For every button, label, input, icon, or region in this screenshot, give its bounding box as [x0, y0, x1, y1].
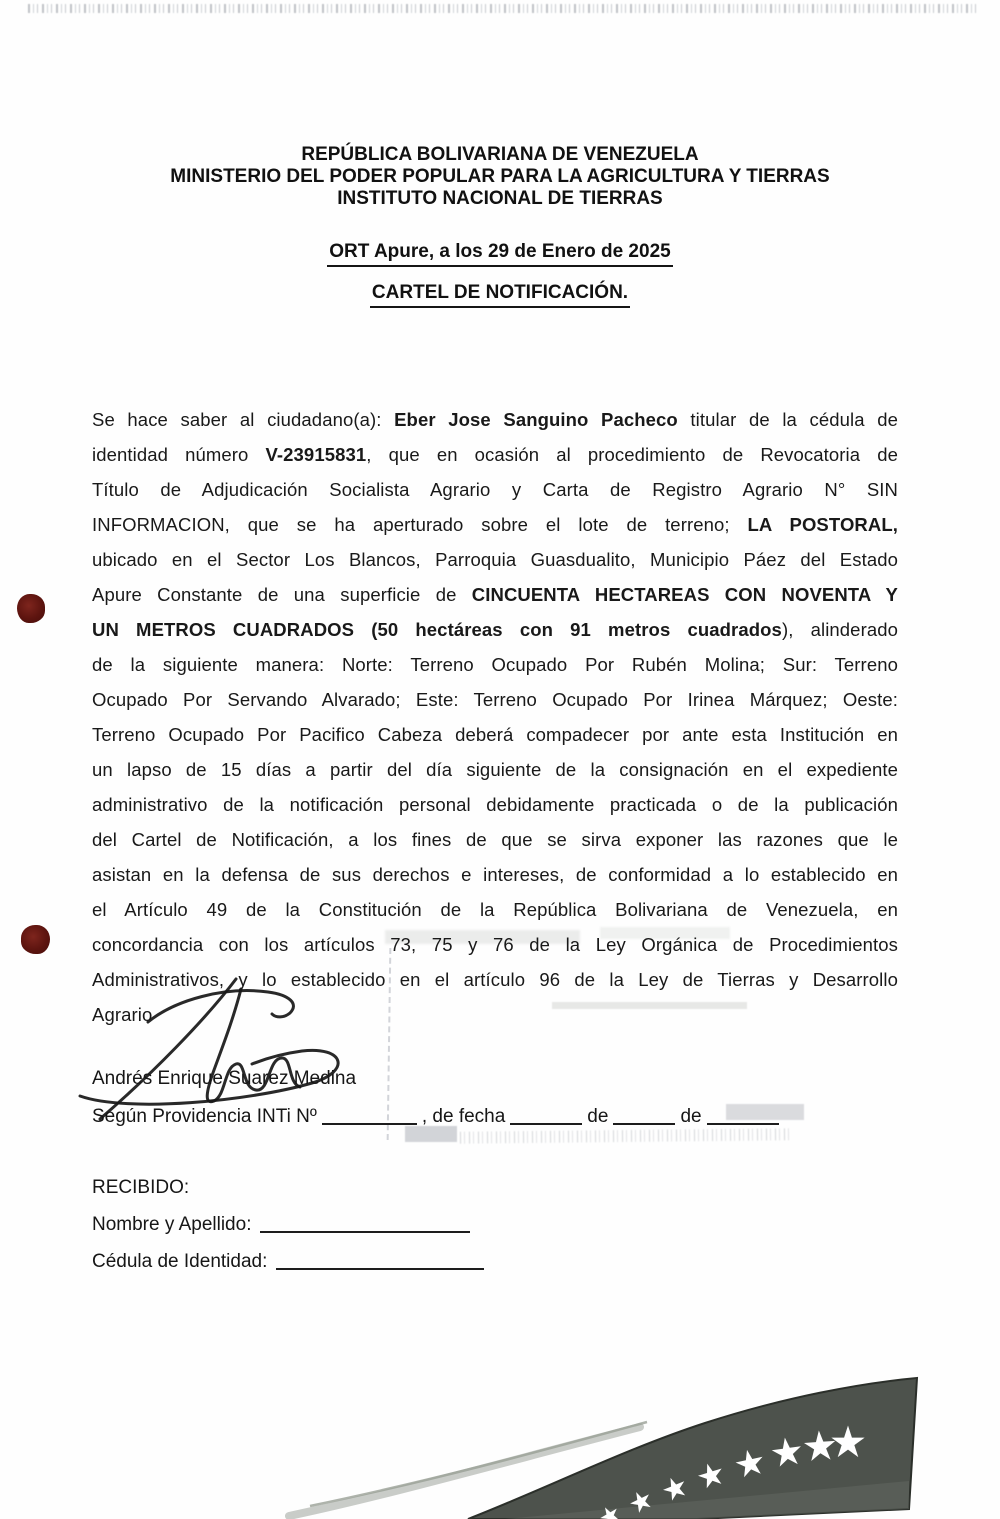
recibido-field-row: [92, 1207, 489, 1243]
body-line: concordancia con los artículos 73, 75 y 76 de la Ley Orgánica de Procedimientos: [92, 934, 898, 955]
recibido-field-row: [92, 1244, 489, 1280]
swoosh-thin-line: [310, 1422, 647, 1506]
date-line: [60, 241, 940, 267]
body-line: el Artículo 49 de la Constitución de la República Bolivariana de Venezuela, en: [92, 899, 898, 920]
body-line: Título de Adjudicación Socialista Agrario y Carta de Registro Agrario N° SIN: [92, 479, 898, 500]
swoosh-light-band: [505, 1481, 909, 1519]
body-line: Administrativos, y lo establecido en el artículo 96 de la Ley de Tierras y Desarrollo: [92, 969, 898, 990]
blank-line: [276, 1248, 484, 1270]
blank-line: [260, 1211, 470, 1233]
providencia-text: de: [680, 1106, 702, 1127]
header-ministry: MINISTERIO DEL PODER POPULAR PARA LA AGRICULTURA Y TIERRAS: [170, 166, 830, 187]
blank-line: [510, 1103, 582, 1125]
swoosh-stripe: [289, 1427, 640, 1516]
recibido-title: RECIBIDO:: [92, 1177, 190, 1198]
body-line: Apure Constante de una superficie de CINCUENTA HECTAREAS CON NOVENTA Y: [92, 584, 898, 605]
body-line: INFORMACION, que se ha aperturado sobre el lote de terreno; LA POSTORAL,: [92, 514, 898, 535]
recibido-section: [92, 1170, 489, 1280]
body-line: Ocupado Por Servando Alvarado; Este: Terreno Ocupado Por Irinea Márquez; Oeste:: [92, 689, 898, 710]
header-republic: REPÚBLICA BOLIVARIANA DE VENEZUELA: [301, 144, 699, 165]
document-title-text: CARTEL DE NOTIFICACIÓN.: [370, 282, 630, 308]
document-title: [60, 282, 940, 308]
seal-mark-bottom: [21, 925, 50, 954]
body-line: administrativo de la notificación personal debidamente practicada o de la publicación: [92, 794, 898, 815]
body-line: ubicado en el Sector Los Blancos, Parroquia Guasdualito, Municipio Páez del Estado: [92, 549, 898, 570]
body-line: Se hace saber al ciudadano(a): Eber Jose Sanguino Pacheco titular de la cédula de: [92, 409, 898, 430]
body-line: del Cartel de Notificación, a los fines de que se sirva exponer las razones que le: [92, 829, 898, 850]
body-line: identidad número V-23915831, que en ocasión al procedimiento de Revocatoria de: [92, 444, 898, 465]
seal-mark-top: [17, 594, 45, 623]
providencia-text: de: [587, 1106, 609, 1127]
signer-name: Andrés Enrique Suarez Medina: [92, 1068, 357, 1089]
swoosh-dark-shape: [468, 1378, 917, 1519]
blank-line: [613, 1103, 675, 1125]
body-line: UN METROS CUADRADOS (50 hectáreas con 91 metros cuadrados), alinderado: [92, 619, 898, 640]
providencia-line: [92, 1100, 784, 1132]
scan-noise-band: [28, 4, 978, 13]
date-line-text: ORT Apure, a los 29 de Enero de 2025: [327, 241, 672, 267]
recibido-field-label: Cédula de Identidad:: [92, 1251, 268, 1272]
providencia-text: , de fecha: [421, 1106, 506, 1127]
recibido-fields: [92, 1207, 489, 1280]
body-line: asistan en la defensa de sus derechos e intereses, de conformidad a lo establecido en: [92, 864, 898, 885]
body-line: Agrario: [92, 1004, 153, 1025]
header-institute: INSTITUTO NACIONAL DE TIERRAS: [337, 188, 663, 209]
providencia-text: Según Providencia INTi Nº: [92, 1106, 317, 1127]
body-line: Terreno Ocupado Por Pacifico Cabeza deberá compadecer por ante esta Institución en: [92, 724, 898, 745]
blank-line: [707, 1103, 779, 1125]
blank-line: [322, 1103, 417, 1125]
body-line: un lapso de 15 días a partir del día siguiente de la consignación en el expediente: [92, 759, 898, 780]
recibido-field-label: Nombre y Apellido:: [92, 1214, 252, 1235]
notice-body: [92, 402, 898, 1032]
letterhead: [60, 144, 940, 210]
body-line: de la siguiente manera: Norte: Terreno Ocupado Por Rubén Molina; Sur: Terreno: [92, 654, 898, 675]
flag-stars-icon: [597, 1426, 865, 1519]
